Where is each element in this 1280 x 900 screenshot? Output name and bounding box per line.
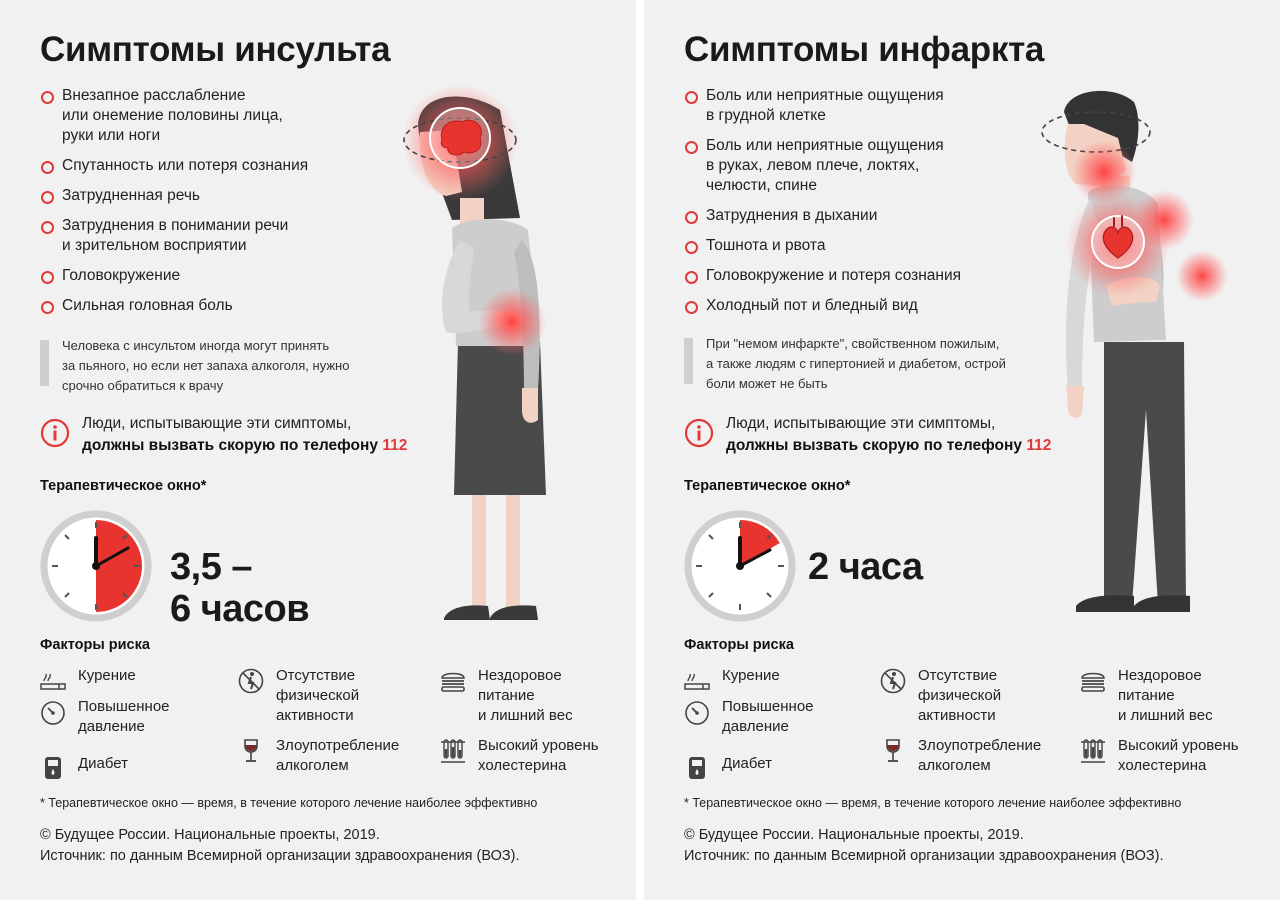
wine-glass-icon xyxy=(880,738,906,764)
list-item: Головокружение xyxy=(40,266,350,286)
list-item: Сильная головная боль xyxy=(40,296,350,316)
stroke-panel xyxy=(0,0,636,900)
clock-icon xyxy=(684,510,796,622)
factor-inactivity: Отсутствие физической активности xyxy=(880,666,1070,726)
list-item: Головокружение и потеря сознания xyxy=(684,266,994,286)
stroke-copyright: © Будущее России. Национальные проекты, 2019. Источник: по данным Всемирной организации здравоохранения (ВОЗ). xyxy=(40,827,520,864)
list-item: Спутанность или потеря сознания xyxy=(40,156,350,176)
infarct-note: При "немом инфаркте", свойственном пожилым, а также людям с гипертонией и диабетом, острой боли может не быть xyxy=(684,334,1044,394)
factor-smoking: Курение xyxy=(40,666,230,726)
list-item: Затрудненная речь xyxy=(40,186,350,206)
infarct-title: Симптомы инфаркта xyxy=(684,30,1045,69)
test-tubes-icon xyxy=(440,738,466,764)
pressure-gauge-icon xyxy=(684,699,710,725)
no-activity-icon xyxy=(238,668,264,694)
factor-cholesterol: Высокий уровень холестерина xyxy=(440,736,630,796)
stroke-title: Симптомы инсульта xyxy=(40,30,391,69)
stroke-risk-title: Факторы риска xyxy=(40,637,150,653)
glucometer-icon xyxy=(40,756,66,782)
factor-pressure: Повышенное давление xyxy=(684,697,874,757)
man-figure-illustration xyxy=(1034,80,1270,625)
stroke-window-title: Терапевтическое окно* xyxy=(40,478,207,494)
factor-pressure: Повышенное давление xyxy=(40,697,230,757)
stroke-note: Человека с инсультом иногда могут принять за пьяного, но если нет запаха алкоголя, нужно срочно обратиться к врачу xyxy=(40,336,380,396)
list-item: Затруднения в понимании речи и зрительном восприятии xyxy=(40,216,350,256)
list-item: Тошнота и рвота xyxy=(684,236,994,256)
list-item: Боль или неприятные ощущения в руках, левом плече, локтях, челюсти, спине xyxy=(684,136,994,196)
test-tubes-icon xyxy=(1080,738,1106,764)
infarct-risk-title: Факторы риска xyxy=(684,637,794,653)
no-activity-icon xyxy=(880,668,906,694)
factor-diabetes: Диабет xyxy=(40,754,230,814)
burger-icon xyxy=(440,668,466,694)
info-icon xyxy=(40,418,70,448)
stroke-window-time: 3,5 – 6 часов xyxy=(170,546,310,630)
infarct-footnote: * Терапевтическое окно — время, в течение которого лечение наиболее эффективно xyxy=(684,796,1182,810)
factor-food: Нездоровое питание и лишний вес xyxy=(440,666,630,726)
pressure-gauge-icon xyxy=(40,699,66,725)
cigarette-icon xyxy=(40,668,66,694)
factor-alcohol: Злоупотребление алкоголем xyxy=(880,736,1070,796)
stroke-footnote: * Терапевтическое окно — время, в течение которого лечение наиболее эффективно xyxy=(40,796,538,810)
factor-food: Нездоровое питание и лишний вес xyxy=(1080,666,1270,726)
stroke-callout: Люди, испытывающие эти симптомы, должны вызвать скорую по телефону 112 xyxy=(40,414,460,458)
infarct-callout: Люди, испытывающие эти симптомы, должны вызвать скорую по телефону 112 xyxy=(684,414,1104,458)
factor-diabetes: Диабет xyxy=(684,754,874,814)
infarct-symptom-list xyxy=(684,86,994,326)
list-item: Затруднения в дыхании xyxy=(684,206,994,226)
glucometer-icon xyxy=(684,756,710,782)
list-item: Боль или неприятные ощущения в грудной клетке xyxy=(684,86,994,126)
factor-smoking: Курение xyxy=(684,666,874,726)
info-icon xyxy=(684,418,714,448)
wine-glass-icon xyxy=(238,738,264,764)
woman-figure-illustration xyxy=(390,70,570,630)
infarct-window-title: Терапевтическое окно* xyxy=(684,478,851,494)
burger-icon xyxy=(1080,668,1106,694)
cigarette-icon xyxy=(684,668,710,694)
list-item: Внезапное расслабление или онемение половины лица, руки или ноги xyxy=(40,86,350,146)
stroke-symptom-list xyxy=(40,86,350,326)
list-item: Холодный пот и бледный вид xyxy=(684,296,994,316)
factor-alcohol: Злоупотребление алкоголем xyxy=(238,736,428,796)
infarct-panel xyxy=(644,0,1280,900)
factor-inactivity: Отсутствие физической активности xyxy=(238,666,428,726)
infarct-window-time: 2 часа xyxy=(808,546,923,588)
infarct-copyright: © Будущее России. Национальные проекты, 2019. Источник: по данным Всемирной организации здравоохранения (ВОЗ). xyxy=(684,827,1164,864)
clock-icon xyxy=(40,510,152,622)
factor-cholesterol: Высокий уровень холестерина xyxy=(1080,736,1270,796)
